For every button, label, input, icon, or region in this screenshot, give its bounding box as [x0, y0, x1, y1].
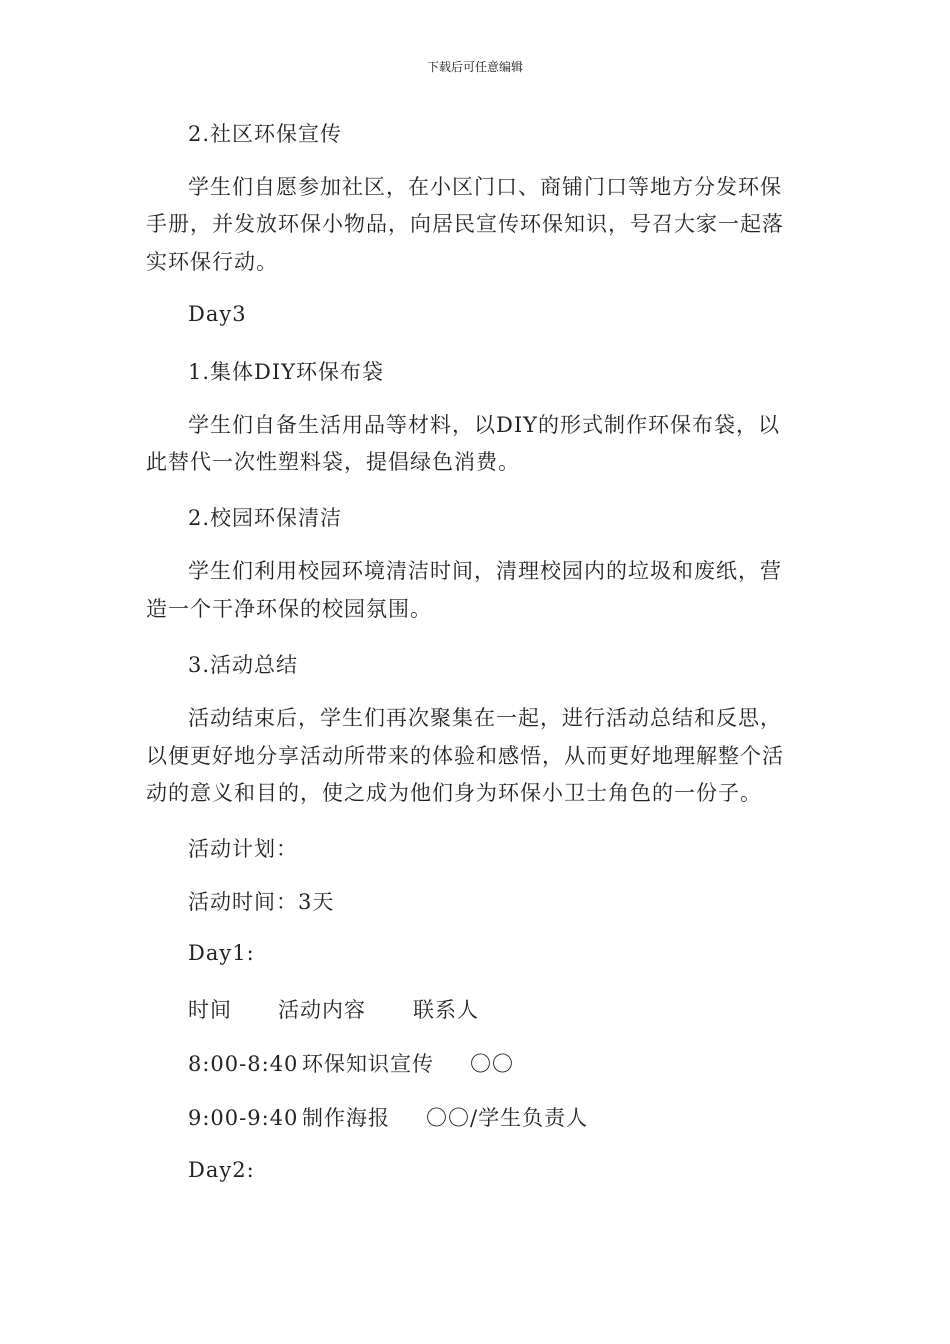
cell-time: 9:00-9:40 [188, 1106, 299, 1130]
page-header: 下载后可任意编辑 [426, 60, 523, 74]
cell-contact: 〇〇/学生负责人 [426, 1106, 589, 1130]
column-time: 时间 [188, 998, 232, 1022]
paragraph-line: 学生们利用校园环境清洁时间，清理校园内的垃圾和废纸，营 [188, 559, 782, 583]
cell-activity: 制作海报 [302, 1106, 390, 1130]
paragraph-line: 手册，并发放环保小物品，向居民宣传环保知识，号召大家一起落 [146, 212, 784, 236]
paragraph-line: 动的意义和目的，使之成为他们身为环保小卫士角色的一份子。 [146, 781, 762, 805]
paragraph-line: 以便更好地分享活动所带来的体验和感悟，从而更好地理解整个活 [146, 744, 784, 768]
cell-activity: 环保知识宣传 [302, 1052, 434, 1076]
column-activity: 活动内容 [278, 998, 366, 1022]
cell-time: 8:00-8:40 [188, 1052, 299, 1076]
paragraph-line: 活动结束后，学生们再次聚集在一起，进行活动总结和反思， [188, 706, 782, 730]
paragraph-line: 学生们自愿参加社区，在小区门口、商铺门口等地方分发环保 [188, 175, 782, 199]
paragraph-line: 此替代一次性塑料袋，提倡绿色消费。 [146, 450, 520, 474]
plan-time: 活动时间：3天 [188, 890, 335, 914]
plan-title: 活动计划： [188, 837, 298, 861]
heading-activity-summary: 3.活动总结 [188, 653, 299, 677]
heading-campus-clean: 2.校园环保清洁 [188, 506, 343, 530]
paragraph-line: 造一个干净环保的校园氛围。 [146, 597, 432, 621]
heading-diy-bag: 1.集体DIY环保布袋 [188, 360, 385, 384]
column-contact: 联系人 [413, 998, 479, 1022]
cell-contact: 〇〇 [470, 1052, 514, 1076]
day2-label: Day2: [188, 1158, 255, 1182]
day1-label: Day1: [188, 941, 255, 965]
schedule-row [188, 1102, 588, 1132]
paragraph-line: 实环保行动。 [146, 250, 278, 274]
heading-community-promo: 2.社区环保宣传 [188, 122, 343, 146]
day3-label: Day3 [188, 302, 247, 326]
schedule-row [188, 1048, 514, 1078]
schedule-header-row [188, 994, 479, 1024]
paragraph-line: 学生们自备生活用品等材料，以DIY的形式制作环保布袋，以 [188, 413, 780, 437]
